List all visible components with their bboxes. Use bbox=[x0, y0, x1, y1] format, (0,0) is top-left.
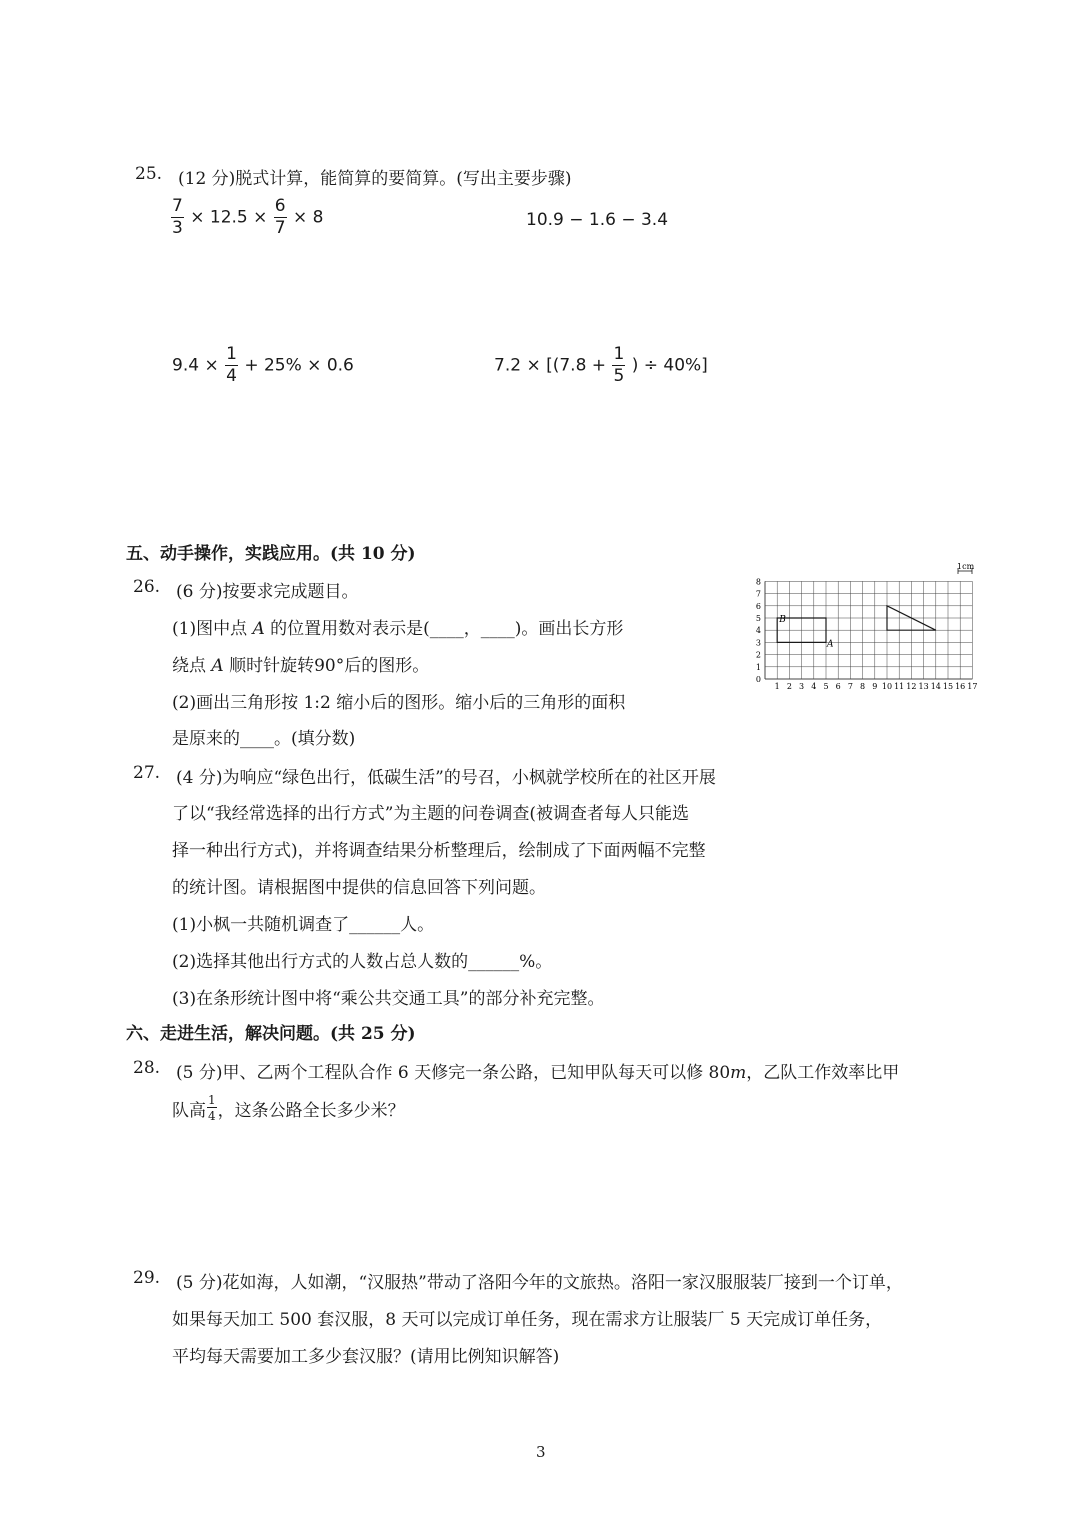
q27-sub-2: (2)选择其他出行方式的人数占总人数的______%。 bbox=[172, 952, 553, 972]
x-tick-label: 17 bbox=[967, 682, 978, 691]
q25-expression-1: $\frac{7}{3}$ × 12.5 × $\frac{6}{7}$ × 8 bbox=[172, 196, 324, 238]
section-6-heading: 六、走进生活，解决问题。(共 25 分) bbox=[126, 1024, 416, 1044]
coordinate-grid-figure bbox=[745, 563, 985, 698]
x-tick-label: 7 bbox=[847, 682, 853, 691]
q29-line-2: 如果每天加工 500 套汉服，8 天可以完成订单任务，现在需求方让服装厂 5 天完成订单任务， bbox=[172, 1310, 883, 1330]
y-tick-label: 2 bbox=[755, 650, 761, 660]
q26-prompt: (6 分)按要求完成题目。 bbox=[176, 582, 359, 602]
y-tick-label: 1 bbox=[755, 662, 761, 672]
q27-number: 27. bbox=[133, 763, 161, 783]
point-b-label: B bbox=[779, 615, 786, 625]
q27-line-3: 择一种出行方式)，并将调查结果分析整理后，绘制成了下面两幅不完整 bbox=[172, 841, 706, 861]
x-tick-label: 2 bbox=[786, 682, 792, 691]
x-tick-label: 15 bbox=[942, 682, 954, 691]
q26-number: 26. bbox=[133, 577, 161, 597]
x-tick-label: 11 bbox=[894, 682, 905, 691]
x-tick-label: 6 bbox=[835, 682, 841, 691]
q25-number: 25. bbox=[135, 164, 163, 184]
q25-prompt: (12 分)脱式计算，能简算的要简算。(写出主要步骤) bbox=[178, 169, 572, 189]
x-tick-label: 5 bbox=[823, 682, 829, 691]
q27-line-2: 了以“我经常选择的出行方式”为主题的问卷调查(被调查者每人只能选 bbox=[172, 804, 690, 824]
grid-lines bbox=[765, 581, 972, 679]
q25-expression-2: 10.9 − 1.6 − 3.4 bbox=[526, 210, 669, 230]
y-tick-label: 4 bbox=[755, 626, 761, 636]
y-tick-label: 7 bbox=[755, 589, 761, 599]
page-number: 3 bbox=[536, 1443, 546, 1461]
q27-line-1: (4 分)为响应“绿色出行，低碳生活”的号召，小枫就学校所在的社区开展 bbox=[176, 768, 716, 788]
scale-label: 1cm bbox=[957, 563, 975, 571]
coordinate-grid bbox=[745, 563, 985, 698]
x-tick-label: 1 bbox=[774, 682, 780, 691]
y-tick-label: 0 bbox=[755, 675, 761, 684]
q27-sub-3: (3)在条形统计图中将“乘公共交通工具”的部分补充完整。 bbox=[172, 989, 605, 1009]
q26-line-4: 是原来的____。(填分数) bbox=[172, 729, 356, 749]
q28-line-1: (5 分)甲、乙两个工程队合作 6 天修完一条公路，已知甲队每天可以修 80𝑚，乙队工作效率比甲 bbox=[176, 1063, 900, 1083]
x-tick-label: 14 bbox=[930, 682, 941, 691]
x-tick-label: 16 bbox=[955, 682, 966, 691]
fraction: $\frac{6}{7}$ bbox=[274, 196, 286, 238]
x-tick-label: 10 bbox=[881, 682, 893, 691]
fraction: $\frac{7}{3}$ bbox=[172, 196, 183, 238]
x-tick-label: 12 bbox=[906, 682, 917, 691]
section-5-heading: 五、动手操作，实践应用。(共 10 分) bbox=[126, 544, 416, 564]
q28-line-2: 队高 $\frac{1}{4}$ ，这条公路全长多少米？ bbox=[172, 1093, 405, 1123]
y-tick-label: 6 bbox=[755, 601, 761, 611]
q27-sub-1: (1)小枫一共随机调查了______人。 bbox=[172, 915, 435, 935]
grid-labels bbox=[756, 577, 978, 691]
fraction: $\frac{1}{4}$ bbox=[226, 344, 237, 386]
q29-line-3: 平均每天需要加工多少套汉服？(请用比例知识解答) bbox=[172, 1347, 560, 1367]
q29-line-1: (5 分)花如海，人如潮，“汉服热”带动了洛阳今年的文旅热。洛阳一家汉服服装厂接到一个订单， bbox=[176, 1273, 903, 1293]
grid-shapes bbox=[777, 606, 936, 643]
q29-number: 29. bbox=[133, 1268, 161, 1288]
x-tick-label: 9 bbox=[872, 682, 878, 691]
q25-expression-4: 7.2 × [(7.8 + $\frac{1}{5}$ ) ÷ 40%] bbox=[494, 344, 708, 386]
point-a-label: A bbox=[827, 639, 834, 650]
x-tick-label: 8 bbox=[860, 682, 866, 691]
fraction: $\frac{1}{4}$ bbox=[208, 1093, 216, 1123]
y-tick-label: 8 bbox=[755, 577, 761, 587]
x-tick-label: 13 bbox=[918, 682, 929, 691]
y-tick-label: 5 bbox=[755, 614, 761, 623]
x-tick-label: 3 bbox=[799, 682, 805, 691]
x-tick-label: 4 bbox=[811, 682, 817, 691]
y-tick-label: 3 bbox=[755, 638, 761, 648]
q26-line-2: 绕点 𝐴 顺时针旋转90°后的图形。 bbox=[172, 656, 430, 676]
q26-line-1: (1)图中点 𝐴 的位置用数对表示是(____，____)。画出长方形 bbox=[172, 619, 624, 639]
fraction: $\frac{1}{5}$ bbox=[613, 344, 625, 386]
q25-expression-3: 9.4 × $\frac{1}{4}$ + 25% × 0.6 bbox=[172, 344, 354, 386]
q26-line-3: (2)画出三角形按 1:2 缩小后的图形。缩小后的三角形的面积 bbox=[172, 693, 626, 713]
q28-number: 28. bbox=[133, 1058, 161, 1078]
q27-line-4: 的统计图。请根据图中提供的信息回答下列问题。 bbox=[172, 878, 546, 898]
